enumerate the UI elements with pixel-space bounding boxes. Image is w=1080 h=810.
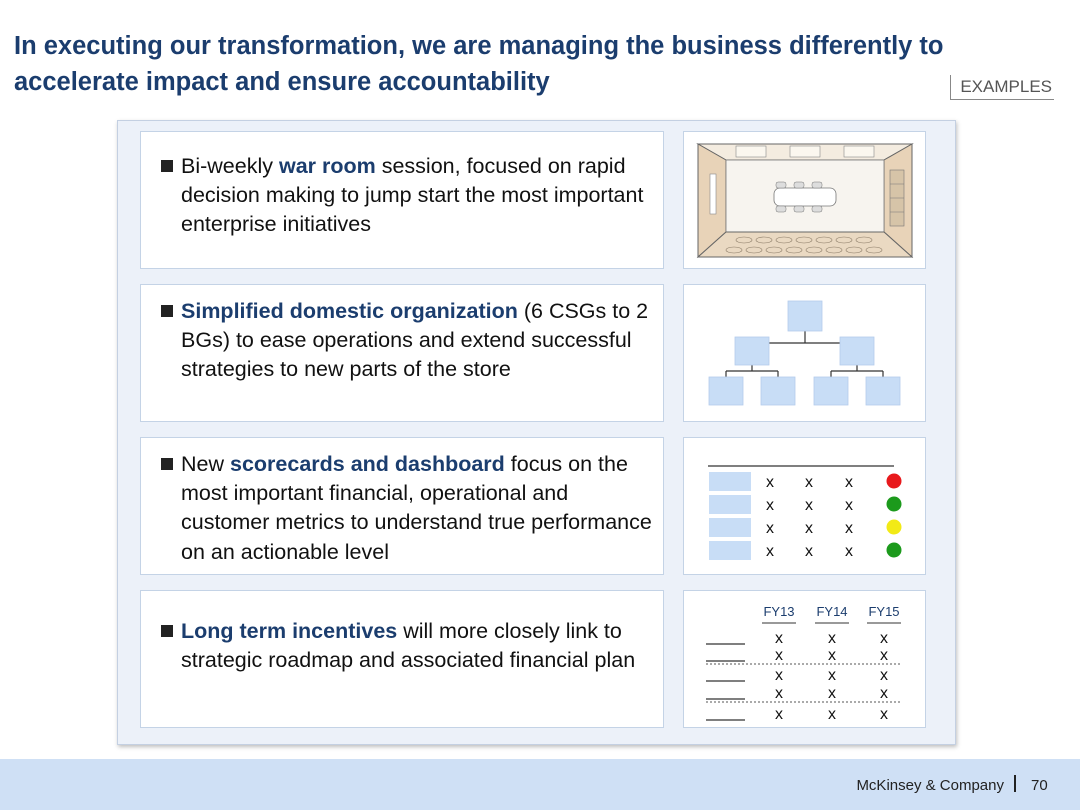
score-mark: x	[766, 520, 774, 537]
score-mark: x	[766, 474, 774, 491]
text-post: will more closely link to strategic roadmap and associated financial plan	[181, 619, 636, 673]
bullet-square-icon	[161, 305, 173, 317]
incentive-mark: x	[775, 667, 783, 684]
organization-textbox	[140, 284, 664, 422]
incentive-mark: x	[775, 630, 783, 647]
bullet-square-icon	[161, 625, 173, 637]
incentive-mark: x	[775, 706, 783, 723]
org-box-icon	[709, 377, 743, 405]
incentives-textbox	[140, 590, 664, 728]
org-box-icon	[788, 301, 822, 331]
incentive-mark: x	[828, 667, 836, 684]
incentive-mark: x	[880, 630, 888, 647]
footer-bar	[0, 759, 1080, 810]
bullet-square-icon	[161, 160, 173, 172]
score-mark: x	[805, 543, 813, 560]
company-brand: McKinsey & Company	[856, 777, 1004, 794]
incentive-mark: x	[828, 685, 836, 702]
org-chart-visual	[683, 284, 926, 422]
conference-room-visual	[683, 131, 926, 269]
incentive-mark: x	[775, 647, 783, 664]
incentive-mark: x	[828, 630, 836, 647]
organization-text	[181, 297, 653, 385]
text-pre: Bi-weekly	[181, 154, 279, 178]
text-pre: New	[181, 452, 230, 476]
incentive-mark: x	[880, 706, 888, 723]
org-box-icon	[814, 377, 848, 405]
org-box-icon	[761, 377, 795, 405]
scorecard-illustration	[684, 438, 927, 576]
incentive-table-visual	[683, 590, 926, 728]
scorecard-visual	[683, 437, 926, 575]
score-mark: x	[845, 474, 853, 491]
org-box-icon	[840, 337, 874, 365]
score-mark: x	[766, 497, 774, 514]
page-number: 70	[1031, 777, 1048, 794]
page-title: In executing our transformation, we are managing the business differently to accelerate impact and ensure accountability	[14, 32, 944, 96]
bullet-square-icon	[161, 458, 173, 470]
scorecard-text	[181, 450, 653, 567]
examples-tag: EXAMPLES	[950, 75, 1054, 100]
incentive-mark: x	[775, 685, 783, 702]
score-mark: x	[805, 474, 813, 491]
score-mark: x	[845, 497, 853, 514]
text-post: (6 CSGs to 2 BGs) to ease operations and extend successful strategies to new parts of the store	[181, 299, 649, 382]
footer-separator	[1014, 775, 1016, 792]
org-box-icon	[735, 337, 769, 365]
text-post: focus on the most important financial, operational and customer metrics to understand true performance on an actionable level	[181, 452, 652, 564]
metric-label-box	[709, 541, 751, 560]
score-mark: x	[766, 543, 774, 560]
text-highlight: scorecards and dashboard	[229, 452, 505, 476]
status-dot-icon	[887, 474, 902, 489]
fiscal-year-header: FY13	[763, 604, 795, 619]
text-post: session, focused on rapid decision making to jump start the most important enterprise initiatives	[181, 154, 644, 237]
status-dot-icon	[887, 543, 902, 558]
score-mark: x	[845, 543, 853, 560]
incentive-table-illustration	[684, 591, 927, 729]
org-chart-illustration	[684, 285, 927, 423]
metric-label-box	[709, 495, 751, 514]
fiscal-year-header: FY15	[868, 604, 900, 619]
score-mark: x	[845, 520, 853, 537]
conference-table-icon	[774, 188, 836, 206]
conference-room-illustration	[684, 132, 927, 270]
war-room-text	[181, 152, 653, 240]
text-highlight: war room	[278, 154, 376, 178]
incentive-mark: x	[880, 647, 888, 664]
score-mark: x	[805, 520, 813, 537]
incentive-mark: x	[880, 685, 888, 702]
status-dot-icon	[887, 520, 902, 535]
text-highlight: Simplified domestic organization	[181, 299, 518, 323]
fiscal-year-header: FY14	[816, 604, 848, 619]
incentive-mark: x	[828, 647, 836, 664]
metric-label-box	[709, 518, 751, 537]
incentives-text	[181, 617, 653, 675]
war-room-textbox	[140, 131, 664, 269]
incentive-mark: x	[880, 667, 888, 684]
status-dot-icon	[887, 497, 902, 512]
org-box-icon	[866, 377, 900, 405]
text-highlight: Long term incentives	[181, 619, 398, 643]
score-mark: x	[805, 497, 813, 514]
metric-label-box	[709, 472, 751, 491]
incentive-mark: x	[828, 706, 836, 723]
scorecard-textbox	[140, 437, 664, 575]
